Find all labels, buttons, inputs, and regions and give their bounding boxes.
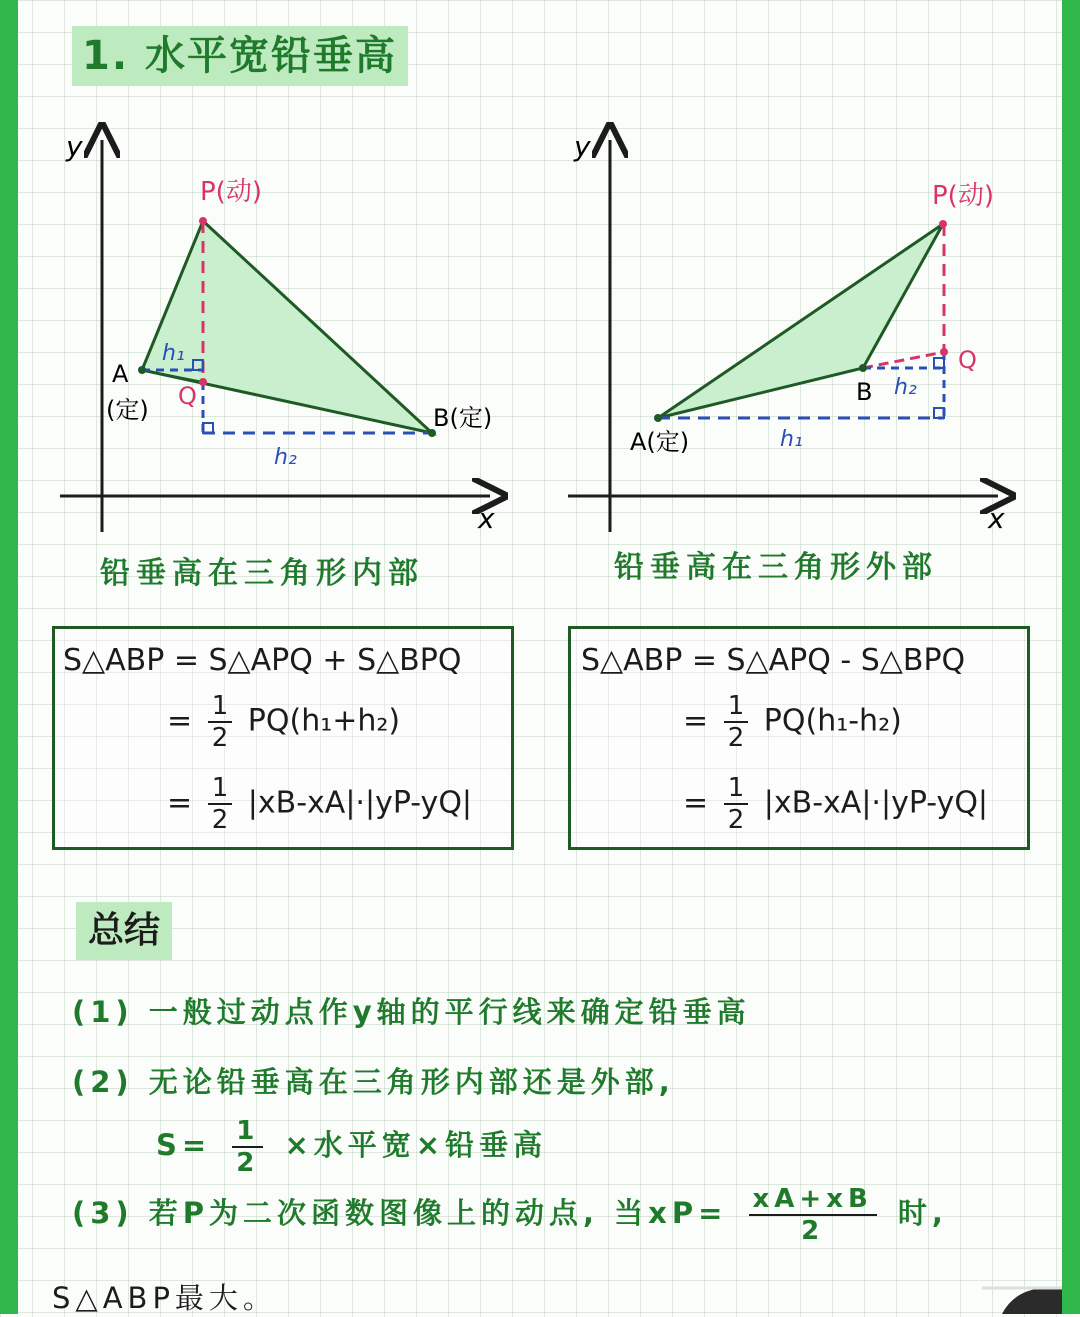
left-diagram xyxy=(40,120,520,550)
fraction-half xyxy=(724,691,749,753)
x-axis-label: x xyxy=(478,502,495,535)
formula-right-line3 xyxy=(683,773,988,835)
point-q-dot xyxy=(199,378,207,386)
fraction-xa-xb xyxy=(749,1184,877,1246)
label-q: Q xyxy=(958,346,977,374)
page-title: 1. 水平宽铅垂高 xyxy=(72,26,408,86)
fraction-num: 1 xyxy=(208,691,233,723)
label-p: P(动) xyxy=(200,177,262,207)
right-diagram xyxy=(560,120,1040,550)
label-h2: h₂ xyxy=(894,375,917,400)
left-caption: 铅垂高在三角形内部 xyxy=(100,556,424,591)
summary-item-2: (2) 无论铅垂高在三角形内部还是外部, xyxy=(72,1065,675,1099)
formula-rest: PQ(h₁-h₂) xyxy=(763,703,902,739)
fraction-num: xA+xB xyxy=(749,1184,877,1216)
point-a-dot xyxy=(138,366,146,374)
right-border xyxy=(1062,0,1080,1314)
formula-rest: |xB-xA|·|yP-yQ| xyxy=(763,785,989,821)
label-a: A(定) xyxy=(630,428,690,456)
point-a-dot xyxy=(654,414,662,422)
s-equals: S= xyxy=(156,1128,212,1162)
y-axis-label: y xyxy=(66,130,83,163)
eq-sign: = xyxy=(683,703,709,739)
eq-sign: = xyxy=(683,785,709,821)
summary-item-1: (1) 一般过动点作y轴的平行线来确定铅垂高 xyxy=(72,995,751,1029)
point-p-dot xyxy=(199,217,207,225)
y-axis-label: y xyxy=(574,130,591,163)
label-b: B xyxy=(856,378,873,406)
fraction-num: 1 xyxy=(724,773,749,805)
eq-sign: = xyxy=(167,785,193,821)
eq-sign: = xyxy=(167,703,193,739)
fraction-den: 2 xyxy=(727,805,745,835)
formula-left-line1: S△ABP = S△APQ + S△BPQ xyxy=(63,643,462,678)
formula-right-line2 xyxy=(683,691,902,753)
summary-item-3-end: S△ABP最大。 xyxy=(52,1281,277,1315)
fraction-half xyxy=(208,773,233,835)
label-b: B(定) xyxy=(433,404,493,432)
fraction-num: 1 xyxy=(724,691,749,723)
right-caption: 铅垂高在三角形外部 xyxy=(614,550,938,585)
label-a-sub: (定) xyxy=(106,396,149,424)
label-h1: h₁ xyxy=(162,341,185,366)
fraction-half xyxy=(208,691,233,753)
formula-left-line3 xyxy=(167,773,472,835)
fraction-half xyxy=(232,1116,263,1178)
point-p-dot xyxy=(939,220,947,228)
fraction-den: 2 xyxy=(236,1148,260,1178)
fraction-den: 2 xyxy=(801,1216,825,1246)
formula-left-line2 xyxy=(167,691,400,753)
summary-tag: 总结 xyxy=(76,902,172,960)
label-p: P(动) xyxy=(932,181,994,211)
label-q: Q xyxy=(178,382,197,410)
formula-rest: |xB-xA|·|yP-yQ| xyxy=(247,785,473,821)
fraction-den: 2 xyxy=(211,805,229,835)
summary-item-3 xyxy=(72,1184,948,1246)
fraction-den: 2 xyxy=(727,723,745,753)
formula-box-right xyxy=(568,626,1030,850)
summary-rest: ×水平宽×铅垂高 xyxy=(284,1128,548,1162)
summary-item-3-suffix: 时, xyxy=(897,1196,948,1230)
segment-bq-extension xyxy=(863,352,944,368)
fraction-num: 1 xyxy=(232,1116,263,1148)
summary-item-3-prefix: (3) 若P为二次函数图像上的动点, 当xP= xyxy=(72,1196,728,1230)
point-q-dot xyxy=(940,348,948,356)
summary-item-2b xyxy=(156,1116,547,1178)
fraction-den: 2 xyxy=(211,723,229,753)
left-border xyxy=(0,0,18,1314)
formula-right-line1: S△ABP = S△APQ - S△BPQ xyxy=(581,643,966,678)
formula-rest: PQ(h₁+h₂) xyxy=(247,703,401,739)
fraction-num: 1 xyxy=(208,773,233,805)
label-h1: h₁ xyxy=(780,427,803,452)
corner-decoration-icon xyxy=(962,1274,1062,1314)
formula-box-left xyxy=(52,626,514,850)
point-b-dot xyxy=(859,364,867,372)
x-axis-label: x xyxy=(988,502,1005,535)
fraction-half xyxy=(724,773,749,835)
label-a: A xyxy=(112,360,129,388)
label-h2: h₂ xyxy=(274,445,297,470)
